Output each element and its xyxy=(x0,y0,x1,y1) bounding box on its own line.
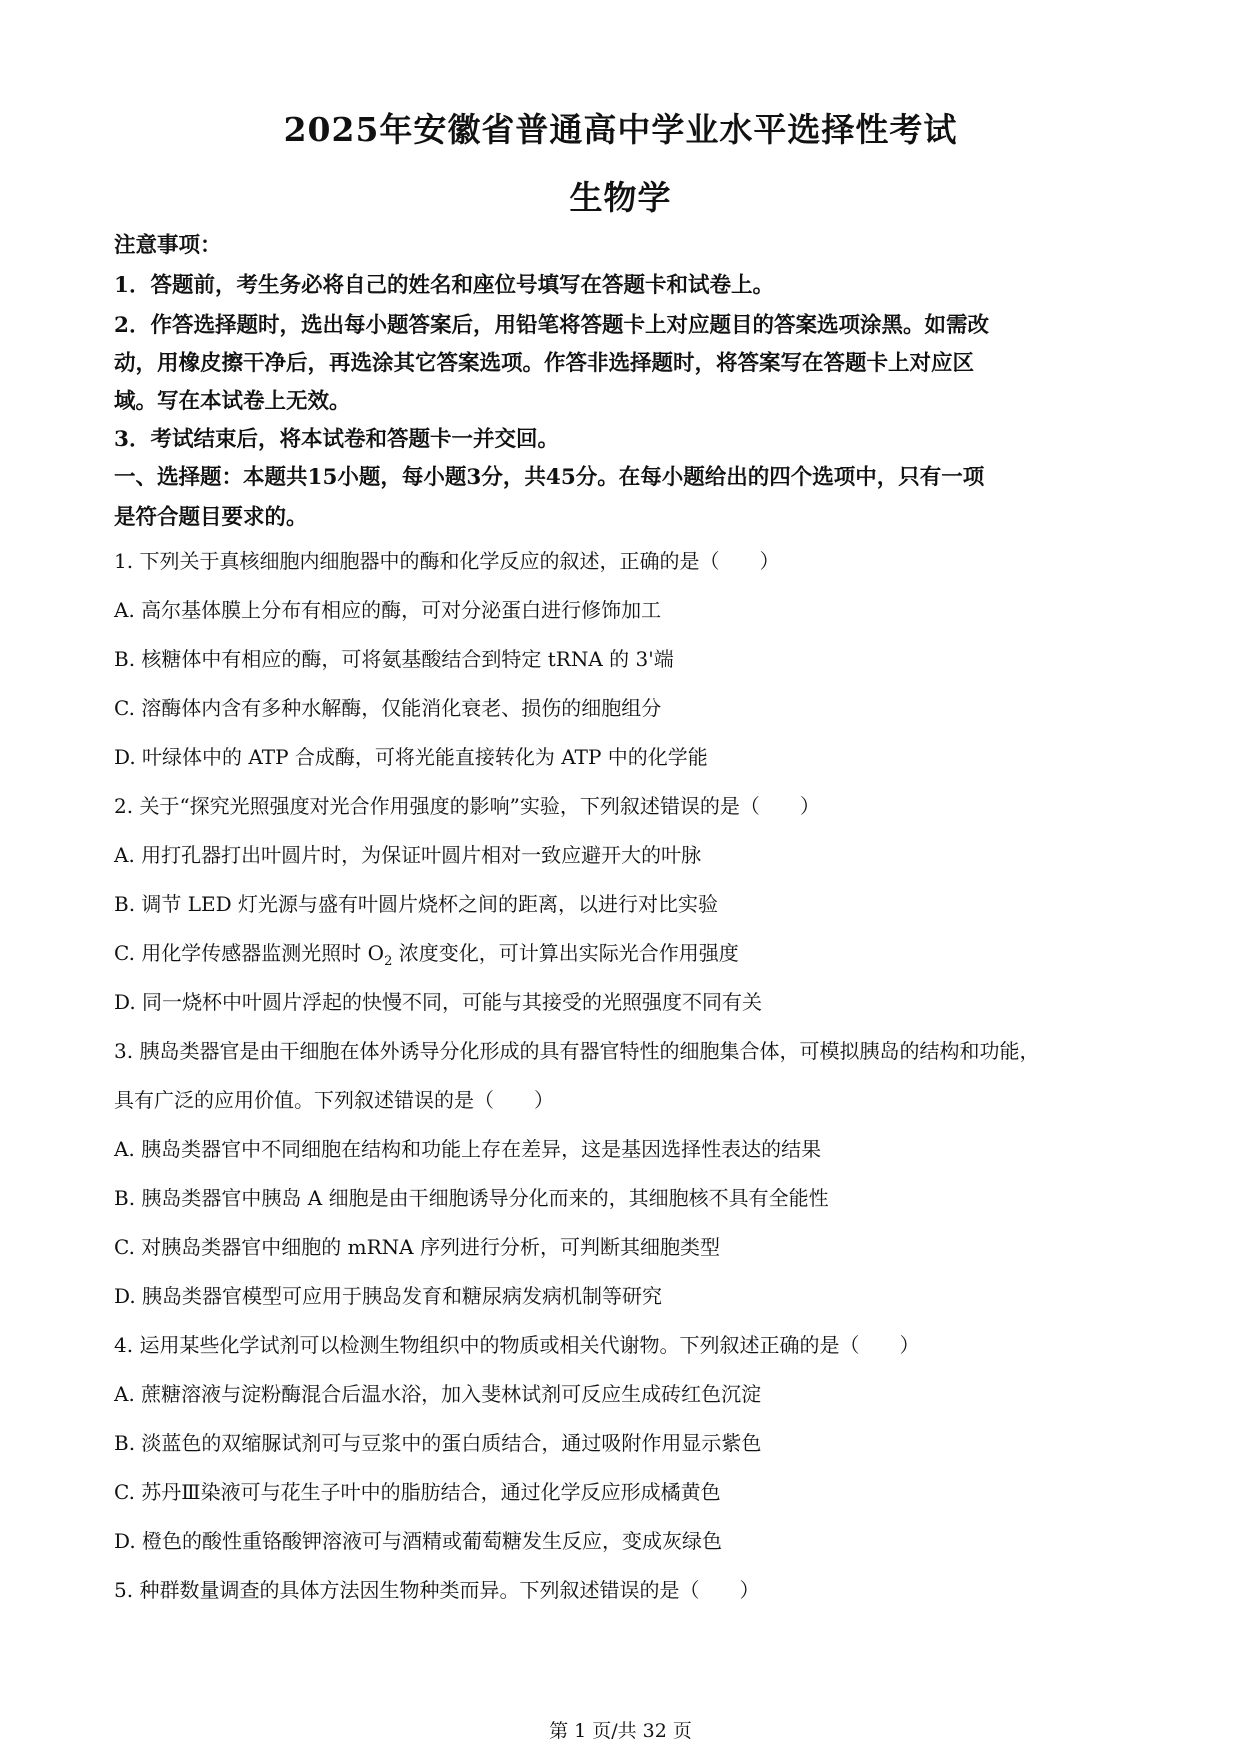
question-3-option-b: B. 胰岛类器官中胰岛 A 细胞是由干细胞诱导分化而来的，其细胞核不具有全能性 xyxy=(114,1186,829,1210)
question-3-option-c: C. 对胰岛类器官中细胞的 mRNA 序列进行分析，可判断其细胞类型 xyxy=(114,1235,720,1259)
page-footer: 第 1 页/共 32 页 xyxy=(549,1720,692,1742)
question-2-option-c-text-pre: C. 用化学传感器监测光照时 O xyxy=(114,941,385,965)
section-heading-line-1: 一、选择题：本题共15小题，每小题3分，共45分。在每小题给出的四个选项中，只有一项 xyxy=(114,465,985,490)
question-4-option-c: C. 苏丹Ⅲ染液可与花生子叶中的脂肪结合，通过化学反应形成橘黄色 xyxy=(114,1480,721,1504)
notice-item-2-line-3: 域。写在本试卷上无效。 xyxy=(114,389,351,414)
question-2-option-a: A. 用打孔器打出叶圆片时，为保证叶圆片相对一致应避开大的叶脉 xyxy=(114,843,702,867)
question-3-option-a: A. 胰岛类器官中不同细胞在结构和功能上存在差异，这是基因选择性表达的结果 xyxy=(114,1137,822,1161)
exam-title: 2025年安徽省普通高中学业水平选择性考试 xyxy=(283,110,958,149)
notice-item-1: 1．答题前，考生务必将自己的姓名和座位号填写在答题卡和试卷上。 xyxy=(114,273,774,298)
question-2-option-c-text-post: 浓度变化，可计算出实际光合作用强度 xyxy=(392,941,739,965)
question-3-option-d: D. 胰岛类器官模型可应用于胰岛发育和糖尿病发病机制等研究 xyxy=(114,1284,663,1308)
section-heading-line-2: 是符合题目要求的。 xyxy=(114,505,308,530)
question-2-option-d: D. 同一烧杯中叶圆片浮起的快慢不同，可能与其接受的光照强度不同有关 xyxy=(114,990,763,1014)
question-4-option-a: A. 蔗糖溶液与淀粉酶混合后温水浴，加入斐林试剂可反应生成砖红色沉淀 xyxy=(114,1382,762,1406)
question-1-option-a: A. 高尔基体膜上分布有相应的酶，可对分泌蛋白进行修饰加工 xyxy=(114,598,662,622)
question-2-option-c xyxy=(114,937,739,969)
question-2-stem: 2. 关于“探究光照强度对光合作用强度的影响”实验，下列叙述错误的是（ ） xyxy=(114,794,820,818)
notice-item-2-line-1: 2．作答选择题时，选出每小题答案后，用铅笔将答题卡上对应题目的答案选项涂黑。如需改 xyxy=(114,313,989,338)
question-4-option-b: B. 淡蓝色的双缩脲试剂可与豆浆中的蛋白质结合，通过吸附作用显示紫色 xyxy=(114,1431,762,1455)
notice-heading: 注意事项： xyxy=(114,233,222,258)
notice-item-3: 3．考试结束后，将本试卷和答题卡一并交回。 xyxy=(114,427,559,452)
question-1-option-c: C. 溶酶体内含有多种水解酶，仅能消化衰老、损伤的细胞组分 xyxy=(114,696,662,720)
question-1-stem: 1. 下列关于真核细胞内细胞器中的酶和化学反应的叙述，正确的是（ ） xyxy=(114,549,780,573)
question-3-stem-line-2: 具有广泛的应用价值。下列叙述错误的是（ ） xyxy=(114,1088,554,1112)
question-1-option-b: B. 核糖体中有相应的酶，可将氨基酸结合到特定 tRNA 的 3'端 xyxy=(114,647,674,671)
question-3-stem-line-1: 3. 胰岛类器官是由干细胞在体外诱导分化形成的具有器官特性的细胞集合体，可模拟胰岛的结构和功能， xyxy=(114,1039,1040,1063)
question-4-stem: 4. 运用某些化学试剂可以检测生物组织中的物质或相关代谢物。下列叙述正确的是（ ） xyxy=(114,1333,920,1357)
question-4-option-d: D. 橙色的酸性重铬酸钾溶液可与酒精或葡萄糖发生反应，变成灰绿色 xyxy=(114,1529,723,1553)
question-1-option-d: D. 叶绿体中的 ATP 合成酶，可将光能直接转化为 ATP 中的化学能 xyxy=(114,745,708,769)
notice-item-2-line-2: 动，用橡皮擦干净后，再选涂其它答案选项。作答非选择题时，将答案写在答题卡上对应区 xyxy=(114,351,975,376)
oxygen-subscript: 2 xyxy=(384,954,393,969)
exam-subject: 生物学 xyxy=(569,178,672,217)
question-2-option-b: B. 调节 LED 灯光源与盛有叶圆片烧杯之间的距离，以进行对比实验 xyxy=(114,892,719,916)
question-5-stem: 5. 种群数量调查的具体方法因生物种类而异。下列叙述错误的是（ ） xyxy=(114,1578,760,1602)
